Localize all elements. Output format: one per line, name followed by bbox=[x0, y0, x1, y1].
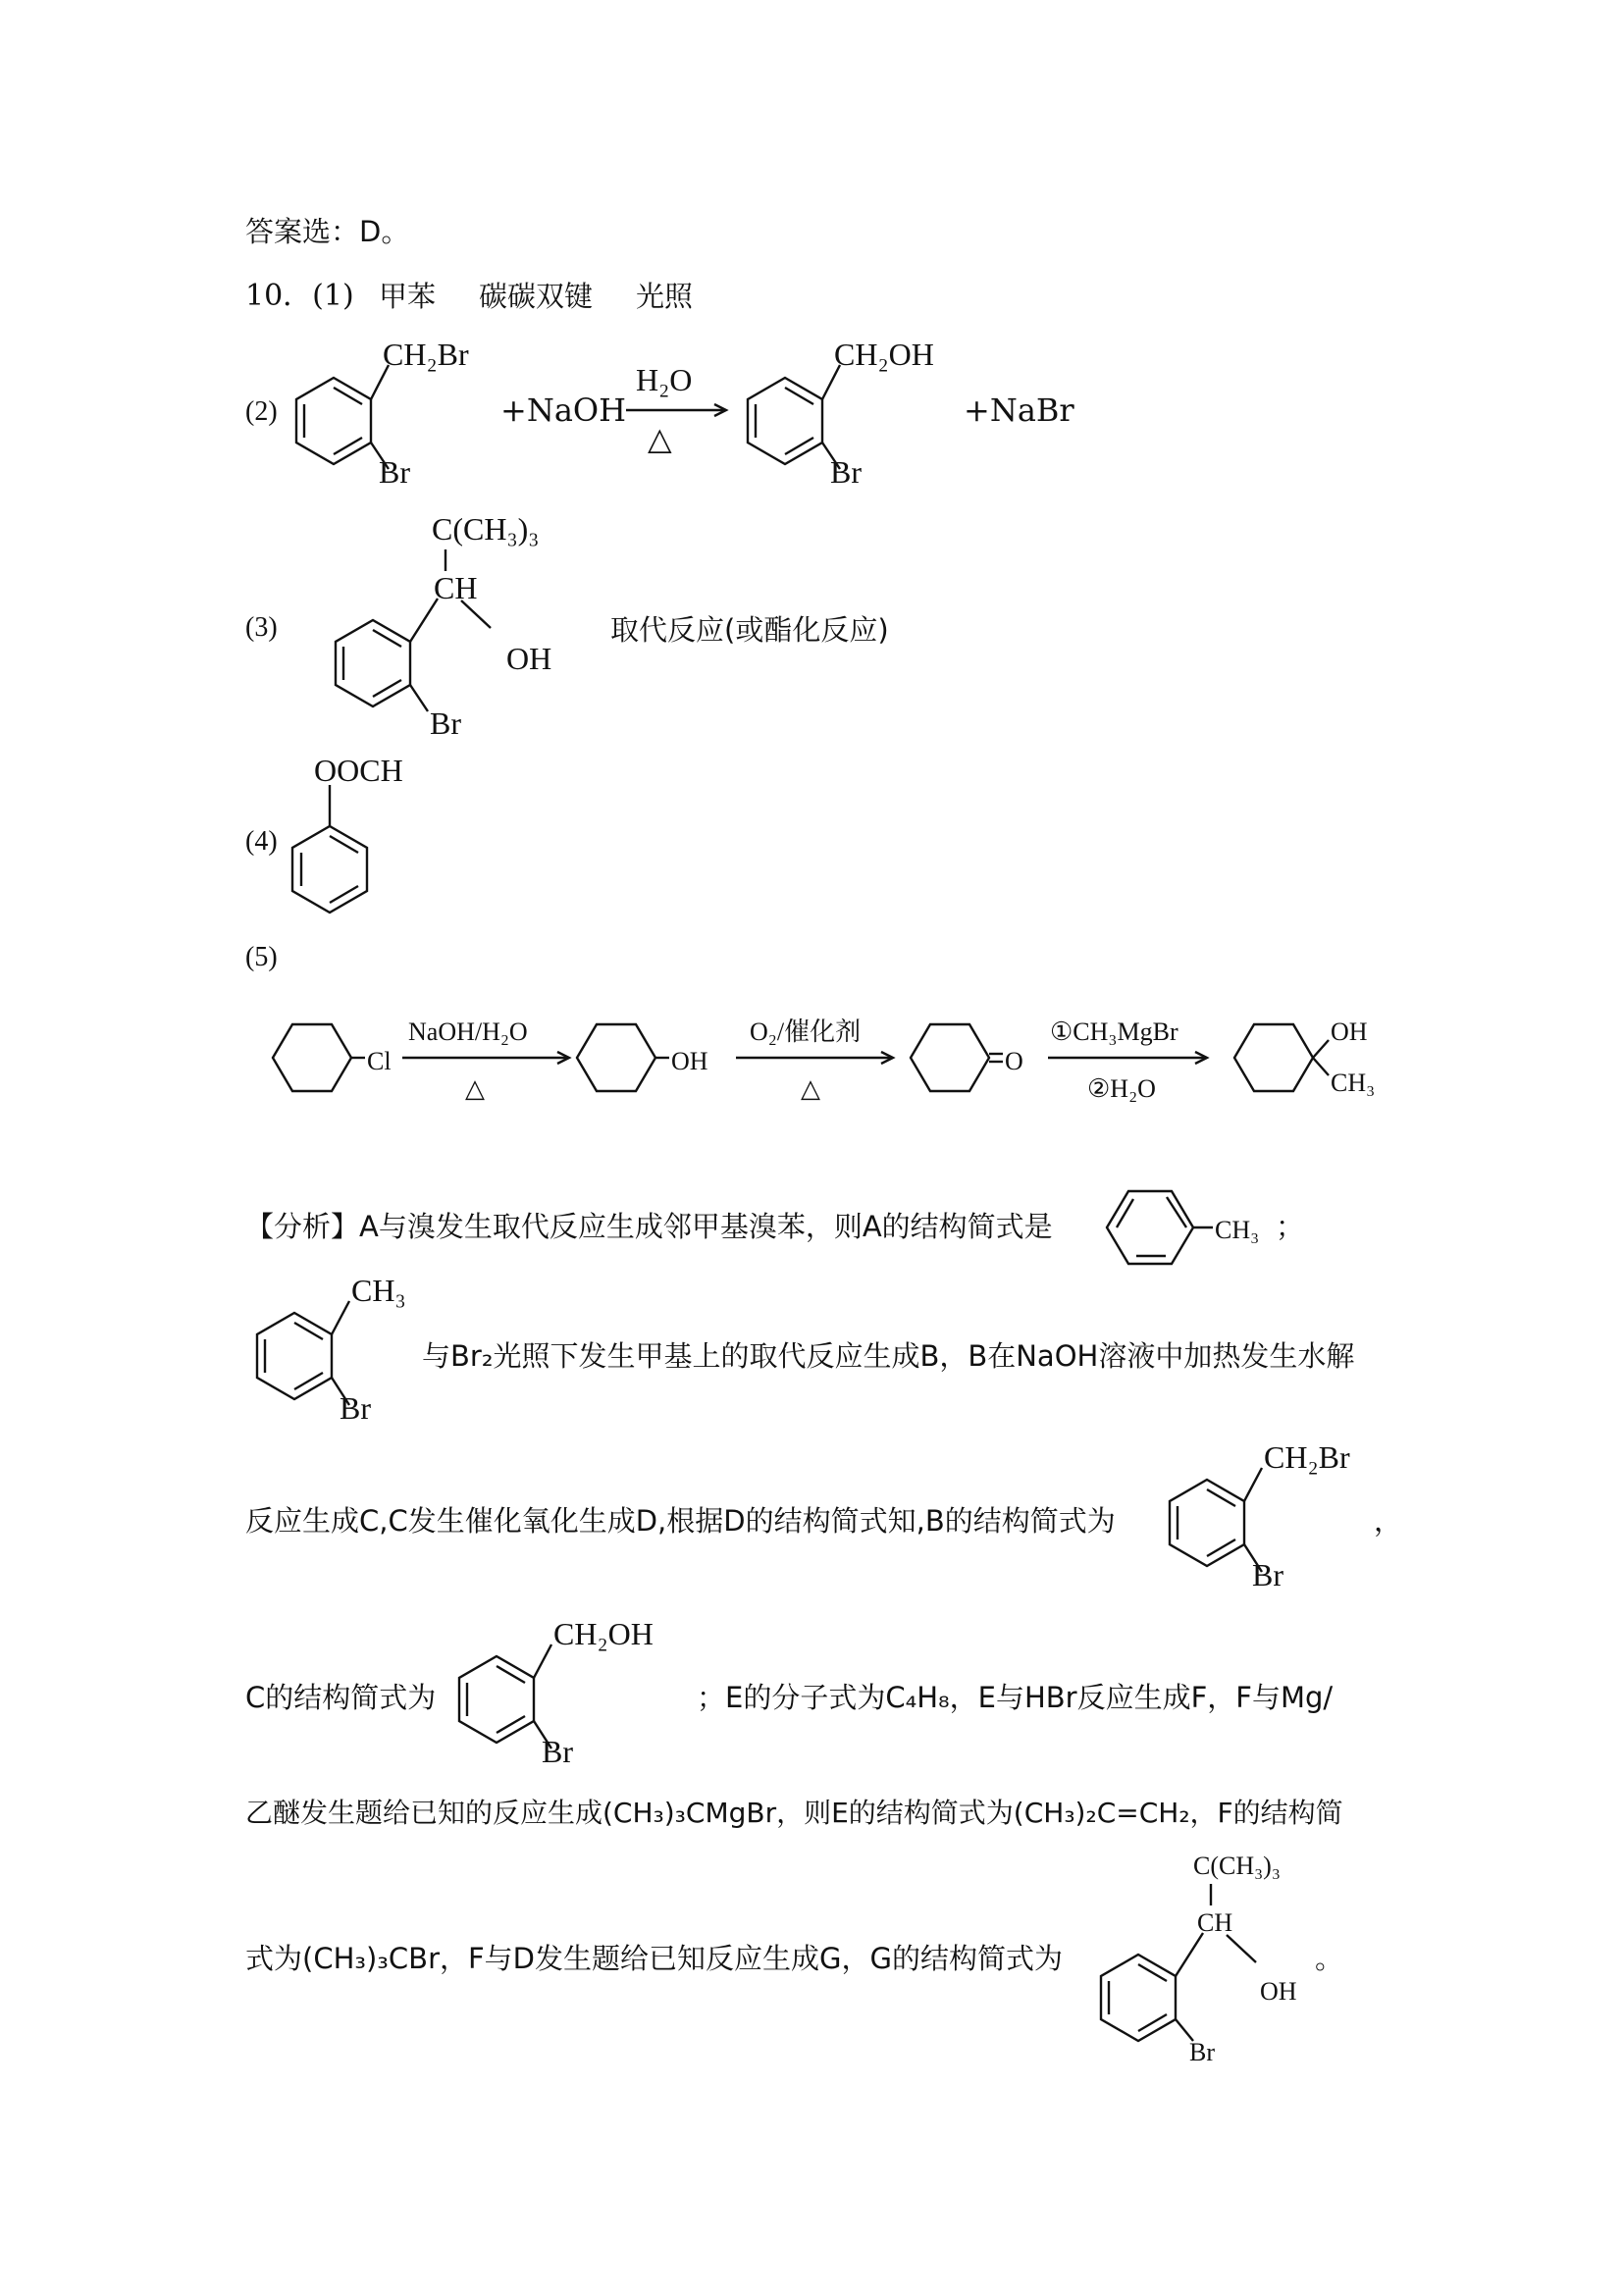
analysis-line6-end: 。 bbox=[1315, 1942, 1344, 1975]
step1-bottom: △ bbox=[465, 1074, 485, 1103]
cyclohexanol-oh: OH bbox=[671, 1047, 708, 1075]
reactant-ch2br-label: CH₂Br bbox=[383, 337, 469, 372]
compound-g-analysis-structure bbox=[1079, 1845, 1354, 2066]
final-ch3: CH₃ bbox=[1331, 1069, 1376, 1097]
analysis-line1: 【分析】A与溴发生取代反应生成邻甲基溴苯，则A的结构简式是 bbox=[245, 1210, 1053, 1243]
analysis-line2: 与Br₂光照下发生甲基上的取代反应生成B，B在NaOH溶液中加热发生水解 bbox=[422, 1339, 1355, 1373]
c-br: Br bbox=[542, 1734, 573, 1769]
g2-oh-label: OH bbox=[1260, 1977, 1297, 2006]
plus-nabr: +NaBr bbox=[964, 391, 1074, 429]
cyclohexane-ring-1 bbox=[273, 1024, 351, 1091]
q10-part3-label: (3) bbox=[245, 612, 278, 643]
q10-part5-label: (5) bbox=[245, 942, 278, 972]
reaction-arrow-hydrolysis bbox=[618, 353, 736, 461]
bromotoluene-br: Br bbox=[340, 1390, 371, 1426]
step3-top: ①CH₃MgBr bbox=[1050, 1018, 1178, 1046]
q10-part4-label: (4) bbox=[245, 826, 278, 857]
plus-naoh: +NaOH bbox=[500, 391, 627, 429]
reactant-benzyl-bromide-structure bbox=[275, 334, 469, 491]
phenyl-formate-structure bbox=[265, 746, 432, 932]
g-oh-label: OH bbox=[506, 641, 552, 676]
toluene-ch3: CH₃ bbox=[1215, 1216, 1260, 1244]
product-ch2oh-label: CH₂OH bbox=[834, 337, 934, 372]
analysis-line3-end: ， bbox=[1374, 1504, 1403, 1538]
arrow-top-h2o: H₂O bbox=[636, 362, 693, 397]
step3-bottom: ②H₂O bbox=[1087, 1074, 1156, 1103]
cyclohexane-ring-4 bbox=[1234, 1024, 1313, 1091]
c-ch2oh: CH₂OH bbox=[553, 1616, 654, 1651]
g-ch-label: CH bbox=[434, 570, 478, 605]
b-ch2br: CH₂Br bbox=[1264, 1439, 1350, 1475]
cyclohexane-ring-2 bbox=[577, 1024, 655, 1091]
cl-label: Cl bbox=[367, 1047, 392, 1075]
reactant-br-label: Br bbox=[379, 454, 410, 490]
g2-ch-label: CH bbox=[1197, 1908, 1233, 1937]
g-br-label: Br bbox=[430, 705, 461, 741]
compound-c-structure bbox=[438, 1609, 703, 1776]
analysis-line6: 式为(CH₃)₃CBr，F与D发生题给已知反应生成G，G的结构简式为 bbox=[245, 1942, 1063, 1975]
q10-part2-label: (2) bbox=[245, 396, 278, 427]
reaction-type-text: 取代反应(或酯化反应) bbox=[610, 613, 889, 647]
arrow-bottom-heat: △ bbox=[648, 421, 672, 456]
product-benzyl-alcohol-structure bbox=[726, 334, 952, 491]
bromotoluene-ch3: CH₃ bbox=[351, 1273, 406, 1308]
b-br: Br bbox=[1252, 1557, 1283, 1592]
q10-number: 10．(1) bbox=[245, 279, 354, 313]
g-tbutyl-label: C(CH₃)₃ bbox=[432, 511, 540, 547]
step2-bottom: △ bbox=[801, 1074, 820, 1103]
analysis-line4: C的结构简式为 bbox=[245, 1681, 437, 1714]
toluene-structure bbox=[1091, 1175, 1297, 1279]
step2-top: O₂/催化剂 bbox=[750, 1018, 862, 1046]
compound-b-structure bbox=[1148, 1433, 1384, 1599]
analysis-line3: 反应生成C,C发生催化氧化生成D,根据D的结构简式知,B的结构简式为 bbox=[245, 1504, 1116, 1538]
analysis-line1-end: ； bbox=[1276, 1210, 1305, 1243]
step1-top: NaOH/H₂O bbox=[408, 1018, 528, 1046]
o-bromotoluene-structure bbox=[236, 1266, 432, 1433]
g2-tbutyl-label: C(CH₃)₃ bbox=[1193, 1852, 1281, 1880]
ketone-o: O bbox=[1005, 1047, 1023, 1075]
compound-g-structure bbox=[314, 510, 589, 746]
cyclohexane-ring-3 bbox=[911, 1024, 989, 1091]
analysis-line5: 乙醚发生题给已知的反应生成(CH₃)₃CMgBr，则E的结构简式为(CH₃)₂C=CH₂，F的结构简 bbox=[245, 1797, 1343, 1829]
analysis-line4-end: ；E的分子式为C₄H₈，E与HBr反应生成F，F与Mg/ bbox=[697, 1681, 1334, 1714]
answer-line: 答案选：D。 bbox=[245, 215, 410, 248]
formate-group-label: OOCH bbox=[314, 753, 403, 788]
q10-answer-double-bond: 碳碳双键 bbox=[479, 280, 594, 313]
g2-br-label: Br bbox=[1189, 2038, 1215, 2066]
q10-answer-light: 光照 bbox=[636, 280, 694, 313]
final-oh: OH bbox=[1331, 1018, 1368, 1046]
product-br-label: Br bbox=[830, 454, 862, 490]
synthesis-route bbox=[245, 991, 1403, 1128]
q10-answer-toluene: 甲苯 bbox=[379, 280, 437, 313]
